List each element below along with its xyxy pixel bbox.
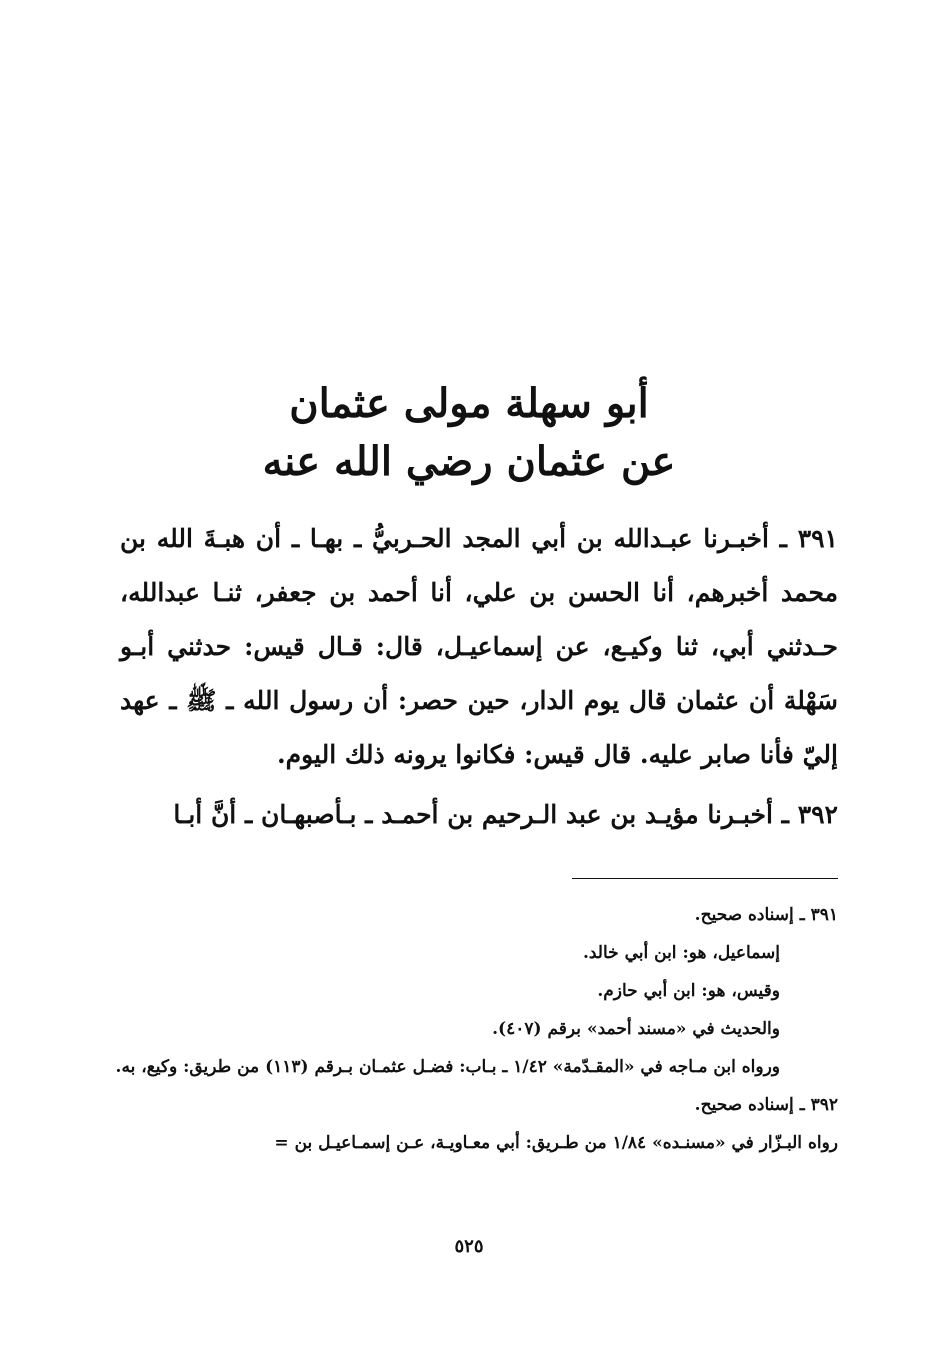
footnotes (114, 896, 838, 1162)
footnote-392-line: رواه البـزّار في «مسنـده» ١/٨٤ من طـريق: أبي معـاويـة، عـن إسمـاعيـل بن = (274, 1133, 838, 1153)
footnote-391-line: إسماعيل، هو: ابن أبي خالد. (582, 943, 780, 963)
entry-number: ٣٩١ (797, 524, 838, 553)
footnote-391-line: ورواه ابن مـاجه في «المقـدّمة» ١/٤٢ ـ بـاب: فضـل عثمـان بـرقم (١١٣) من طريق: وكيع، به. (115, 1057, 780, 1077)
entry-number: ٣٩٢ (797, 800, 838, 829)
entry-392 (120, 788, 838, 842)
entry-391 (120, 512, 838, 782)
title-line-2: عن عثمان رضي الله عنه (262, 438, 676, 485)
entry-text: ـ أخبـرنا عبـدالله بن أبي المجد الحـربيُّ ـ بهـا ـ أن هبـةَ الله بن محمد أخبرهم، أنا الحسن بن علي، أنا أحمد بن جعفر، ثنـا عبدالله، حـدثني أبي، ثنا وكيـع، عن إسماعيـل، قال: قـال قيس: حدثني أبـو سَهْلة أن عثمان قال يوم الدار، حين حصر: أن رسول الله ـ ﷺ ـ عهد إليّ فأنا صابر عليه. قال قيس: فكانوا يرونه ذلك اليوم. (120, 524, 838, 769)
footnote-391-line: والحديث في «مسند أحمد» برقم (٤٠٧). (492, 1019, 780, 1039)
title-line-1: أبو سهلة مولى عثمان (289, 380, 649, 427)
footnote-391-heading: ٣٩١ ـ إسناده صحيح. (694, 905, 838, 925)
main-text (120, 512, 838, 842)
page-number: ٥٢٥ (454, 1236, 484, 1257)
footnote-392-heading: ٣٩٢ ـ إسناده صحيح. (694, 1095, 838, 1115)
entry-text: ـ أخبـرنا مؤيـد بن عبد الـرحيم بن أحمـد ـ بـأصبهـان ـ أنَّ أبـا (173, 800, 789, 829)
footnote-391-line: وقيس، هو: ابن أبي حازم. (597, 981, 780, 1001)
chapter-title (0, 375, 938, 491)
footnote-divider (572, 878, 838, 879)
